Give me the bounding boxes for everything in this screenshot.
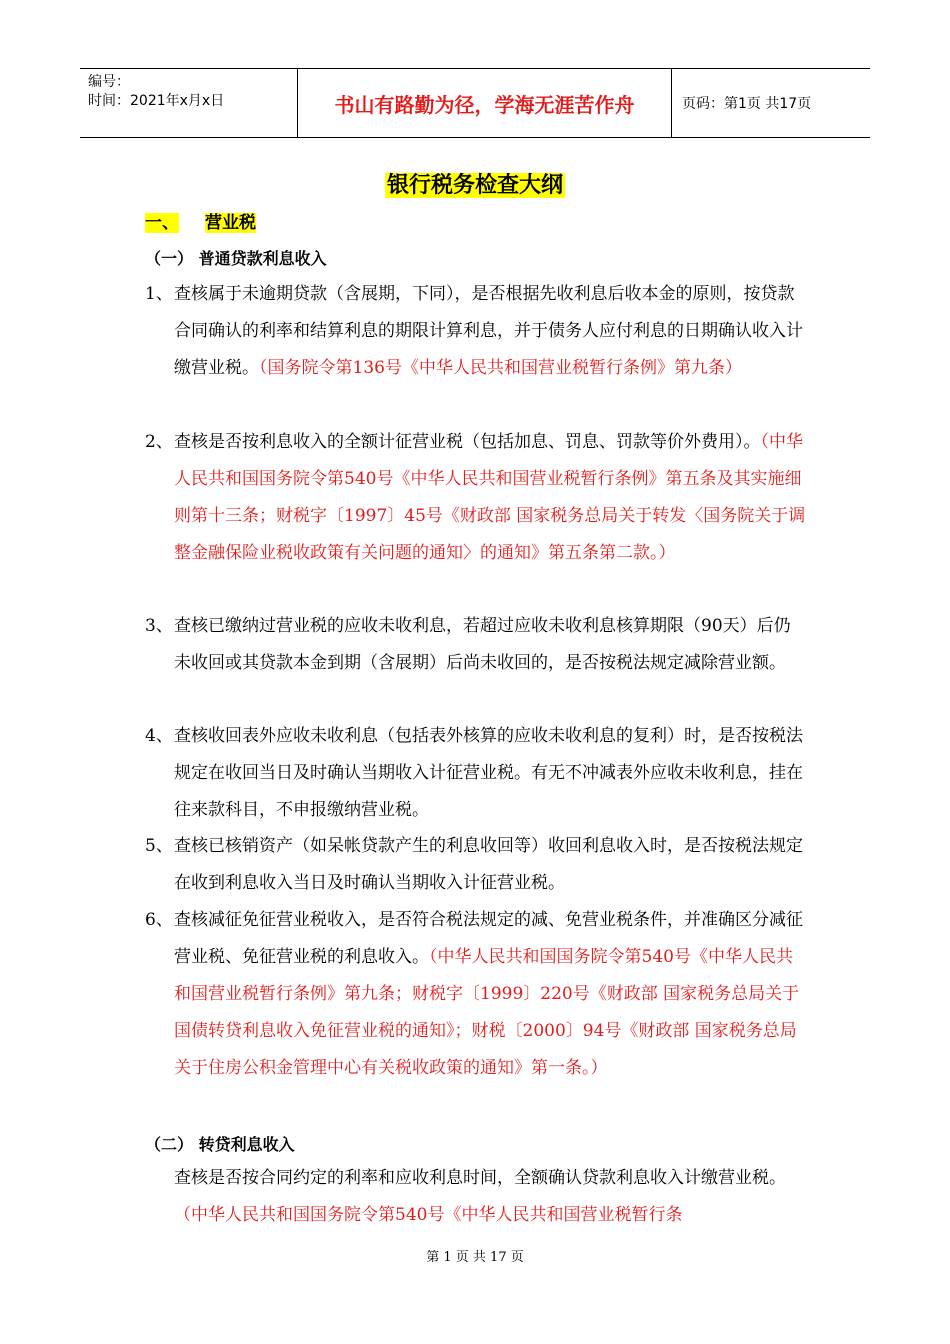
- section-title: 营业税: [205, 213, 256, 233]
- subsection-heading-2: （二） 转贷利息收入: [145, 1135, 295, 1154]
- item-text: 查核已缴纳过营业税的应收未收利息，若超过应收未收利息核算期限（90天）后仍未收回或其贷款本金到期（含展期）后尚未收回的，是否按税法规定减除营业额。: [174, 616, 791, 673]
- paragraph-reference: （中华人民共和国国务院令第540号《中华人民共和国营业税暂行条: [174, 1205, 683, 1225]
- paragraph: [174, 1160, 807, 1234]
- item-reference: （中华人民共和国国务院令第540号《中华人民共和国营业税暂行条例》第五条及其实施细则第十三条；财税字〔1997〕45号《财政部 国家税务总局关于转发〈国务院关于调整金融保险业税收政策有关问题的通知〉的通知》第五条第二款。）: [174, 432, 806, 563]
- item-text: 查核属于未逾期贷款（含展期，下同），是否根据先收利息后收本金的原则，按贷款合同确认的利率和结算利息的期限计算利息，并于债务人应付利息的日期确认收入计缴营业税。: [174, 284, 803, 378]
- list-item: [145, 718, 807, 829]
- item-text: 查核减征免征营业税收入，是否符合税法规定的减、免营业税条件，并准确区分减征营业税、免征营业税的利息收入。: [174, 910, 803, 967]
- item-number: 5、: [145, 836, 173, 856]
- header-motto: 书山有路勤为径，学海无涯苦作舟: [298, 69, 672, 137]
- item-reference: （中华人民共和国国务院令第540号《中华人民共和国营业税暂行条例》第九条；财税字〔1999〕220号《财政部 国家税务总局关于国债转贷利息收入免征营业税的通知》；财税〔2000〕94号《财政部 国家税务总局关于住房公积金管理中心有关税收政策的通知》第一条。）: [174, 947, 800, 1078]
- list-item: [145, 424, 807, 572]
- list-item: [145, 608, 807, 682]
- item-text: 查核是否按利息收入的全额计征营业税（包括加息、罚息、罚款等价外费用）。: [174, 432, 761, 452]
- page-footer: 第 1 页 共 17 页: [426, 1250, 524, 1265]
- paragraph-text: 查核是否按合同约定的利率和应收利息时间，全额确认贷款利息收入计缴营业税。: [174, 1168, 786, 1188]
- time-label: 时间：2021年x月x日: [88, 93, 225, 109]
- header-table: [80, 68, 870, 138]
- section-number: 一、: [145, 213, 179, 233]
- subsection-heading-1: （一） 普通贷款利息收入: [145, 249, 327, 268]
- item-reference: （国务院令第136号《中华人民共和国营业税暂行条例》第九条）: [259, 358, 742, 378]
- header-page-info: 页码：第1页 共17页: [682, 96, 812, 112]
- item-text: 查核已核销资产（如呆帐贷款产生的利息收回等）收回利息收入时，是否按税法规定在收到利息收入当日及时确认当期收入计征营业税。: [174, 836, 803, 893]
- item-number: 6、: [145, 910, 173, 930]
- number-label: 编号：: [88, 74, 130, 90]
- section-heading-1: [145, 208, 256, 233]
- item-number: 1、: [145, 284, 173, 304]
- doc-title-text: 银行税务检查大纲: [386, 173, 563, 198]
- doc-title: [0, 168, 950, 199]
- list-item: [145, 828, 807, 902]
- list-item: [145, 276, 807, 387]
- header-meta: [80, 69, 298, 137]
- item-number: 2、: [145, 432, 173, 452]
- list-item: [145, 902, 807, 1087]
- item-number: 3、: [145, 616, 173, 636]
- item-text: 查核收回表外应收未收利息（包括表外核算的应收未收利息的复利）时，是否按税法规定在收回当日及时确认当期收入计征营业税。有无不冲减表外应收未收利息，挂在往来款科目，不申报缴纳营业税。: [174, 726, 803, 820]
- item-number: 4、: [145, 726, 173, 746]
